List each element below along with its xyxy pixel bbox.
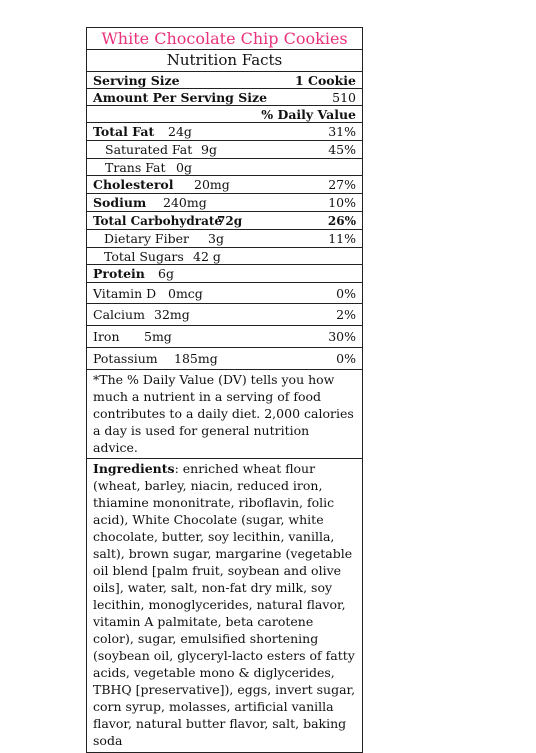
daily-value-header-row: [87, 106, 362, 123]
nutrient-row: [87, 265, 362, 283]
nutrient-name: Total Sugars: [104, 249, 184, 264]
serving-size-value: 1 Cookie: [294, 73, 356, 88]
nutrient-daily-value: 45%: [328, 142, 356, 157]
ingredients-list: [87, 459, 362, 752]
nutrient-name: Protein: [93, 266, 145, 281]
nutrient-amount: 0mcg: [168, 286, 203, 301]
amount-per-serving-label: Amount Per Serving Size: [93, 90, 268, 105]
nutrient-daily-value: 0%: [336, 351, 356, 366]
nutrient-daily-value: 26%: [327, 214, 356, 228]
nutrient-amount: 9g: [201, 142, 217, 157]
nutrient-amount: 6g: [158, 266, 174, 281]
nutrient-amount: 72g: [217, 214, 243, 228]
daily-value-footnote: *The % Daily Value (DV) tells you how much a nutrient in a serving of food contributes to a daily diet. 2,000 calories a day is used for general nutrition advice.: [87, 370, 362, 459]
amount-per-serving-row: [87, 89, 362, 106]
nutrient-daily-value: 31%: [328, 124, 356, 139]
nutrient-row: [87, 176, 362, 194]
nutrient-name: Sodium: [93, 195, 147, 210]
nutrient-row: [87, 248, 362, 265]
nutrient-daily-value: 30%: [328, 329, 356, 344]
nutrient-name: Cholesterol: [93, 177, 174, 192]
nutrition-label: [86, 27, 363, 753]
nutrient-row: [87, 348, 362, 370]
nutrient-name: Calcium: [93, 307, 145, 322]
nutrient-daily-value: 2%: [336, 307, 356, 322]
nutrient-row: [87, 212, 362, 230]
nutrient-daily-value: 11%: [328, 231, 356, 246]
nutrient-name: Saturated Fat: [105, 142, 193, 157]
ingredients-label: Ingredients: [93, 461, 175, 476]
serving-size-label: Serving Size: [93, 73, 180, 88]
nutrition-facts-heading: Nutrition Facts: [87, 50, 362, 72]
nutrient-daily-value: 27%: [328, 177, 356, 192]
daily-value-header: % Daily Value: [261, 107, 356, 122]
nutrient-name: Dietary Fiber: [104, 231, 189, 246]
nutrient-amount: 20mg: [194, 177, 230, 192]
amount-per-serving-value: 510: [332, 90, 356, 105]
nutrient-name: Iron: [93, 329, 120, 344]
nutrient-name: Potassium: [93, 351, 158, 366]
nutrient-amount: 185mg: [174, 351, 218, 366]
nutrient-name: Trans Fat: [105, 160, 166, 175]
nutrient-row: [87, 194, 362, 212]
nutrient-row: [87, 141, 362, 159]
nutrient-daily-value: 10%: [328, 195, 356, 210]
nutrient-amount: 24g: [168, 124, 192, 139]
nutrient-row: [87, 283, 362, 304]
nutrient-row: [87, 304, 362, 326]
nutrient-amount: 5mg: [144, 329, 172, 344]
ingredients-text: : enriched wheat flour (wheat, barley, niacin, reduced iron, thiamine mononitrate, riboflavin, folic acid), White Chocolate (sugar, white chocolate, butter, soy lecithin, vanilla, salt), brown sugar, margarine (vegetable oil blend [palm fruit, soybean and olive oils], water, salt, non-fat dry milk, soy lecithin, monoglycerides, natural flavor, vitamin A palmitate, beta carotene color), sugar, emulsified shortening (soybean oil, glyceryl-lacto esters of fatty acids, vegetable mono & diglycerides, TBHQ [preservative]), eggs, invert sugar, corn syrup, molasses, artificial vanilla flavor, natural butter flavor, salt, baking soda: [93, 461, 356, 748]
nutrient-row: [87, 326, 362, 348]
nutrient-row: [87, 230, 362, 248]
serving-size-row: [87, 72, 362, 89]
nutrient-amount: 42 g: [193, 249, 221, 264]
nutrient-row: [87, 159, 362, 176]
nutrient-name: Total Carbohydrate: [93, 214, 223, 228]
nutrient-amount: 3g: [208, 231, 224, 246]
nutrient-daily-value: 0%: [336, 286, 356, 301]
nutrient-name: Vitamin D: [93, 286, 157, 301]
nutrient-amount: 240mg: [163, 195, 207, 210]
nutrient-amount: 32mg: [154, 307, 190, 322]
product-title: White Chocolate Chip Cookies: [87, 28, 362, 50]
nutrient-row: [87, 123, 362, 141]
nutrient-amount: 0g: [176, 160, 192, 175]
nutrient-name: Total Fat: [93, 124, 155, 139]
